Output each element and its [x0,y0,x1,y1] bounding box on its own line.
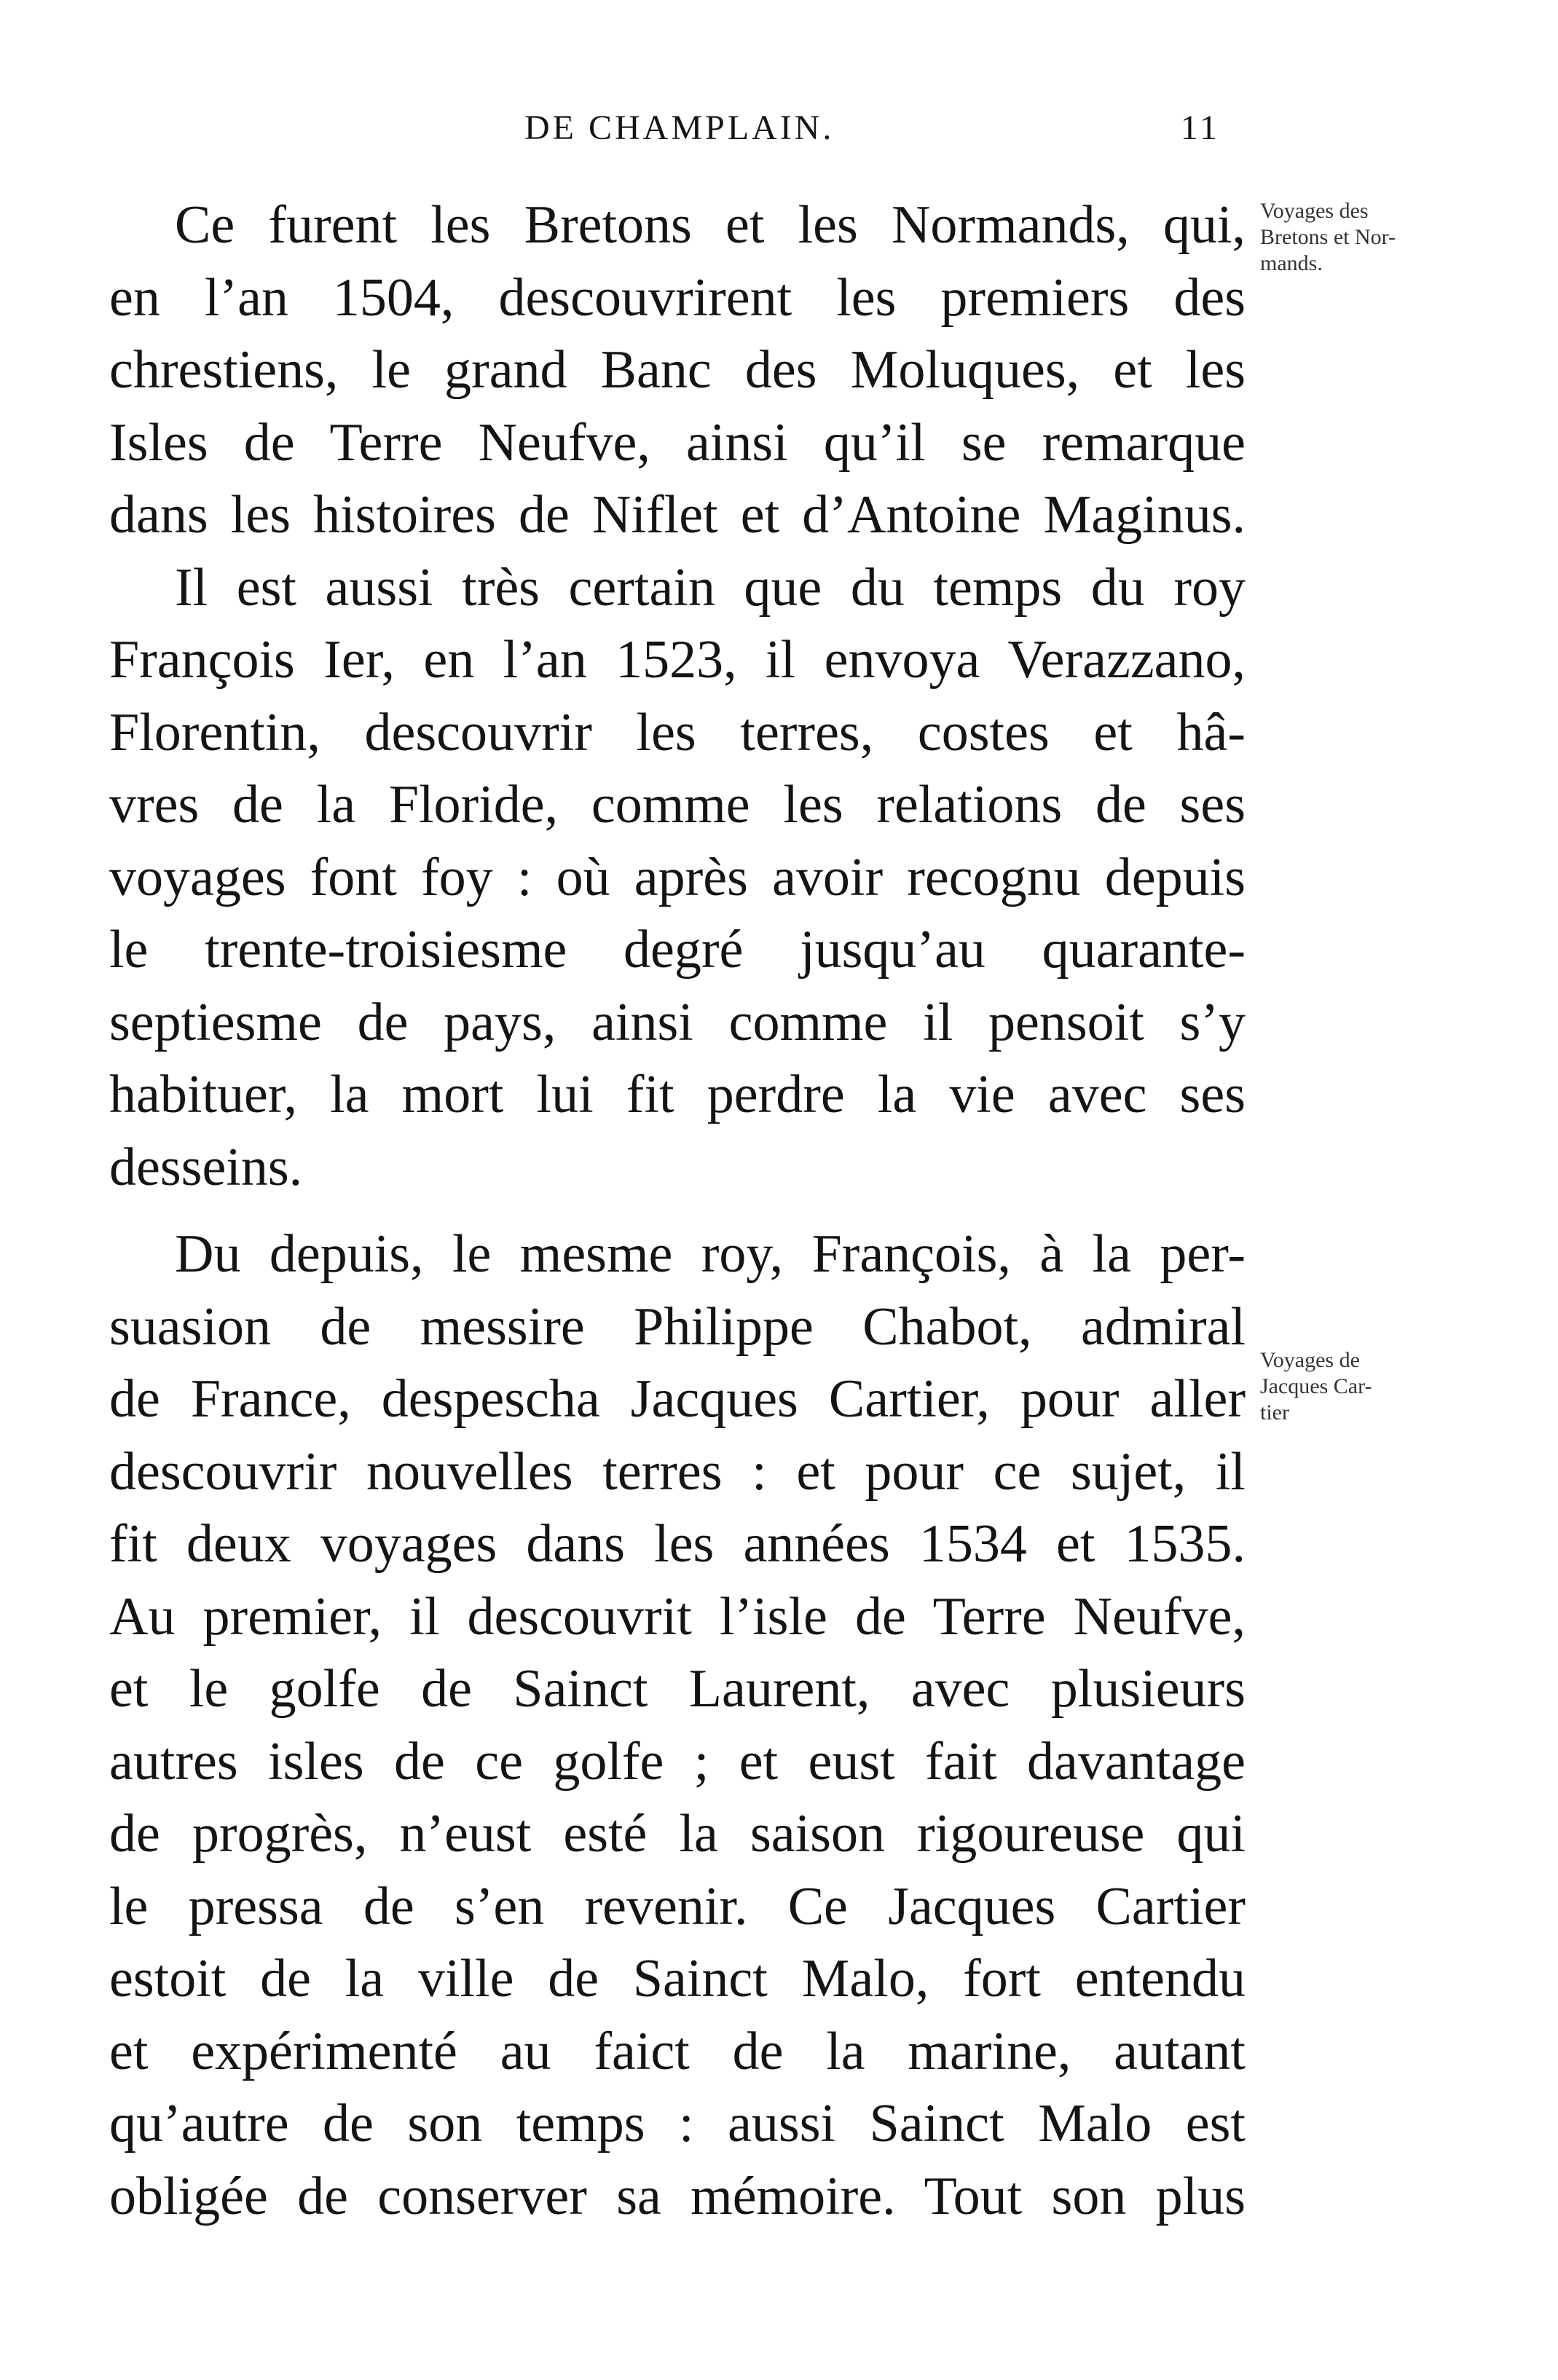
text-line: chrestiens, le grand Banc des Moluques, et les [109,340,1246,400]
text-line: desseins. [109,1137,303,1197]
text-line: dans les histoires de Niflet et d’Antoine Maginus. [109,485,1246,545]
text-line: le trente-troisiesme degré jusqu’au quarante- [109,920,1246,980]
text-line: Ce furent les Bretons et les Normands, qui, [175,195,1246,255]
margin-note-line: Bretons et Nor- [1260,225,1396,249]
text-line: suasion de messire Philippe Chabot, admiral [109,1296,1246,1357]
text-line: en l’an 1504, descouvrirent les premiers des [109,267,1246,328]
text-line: de France, despescha Jacques Cartier, pour aller [109,1369,1246,1429]
body-text [109,189,1246,2233]
page-number: 11 [1180,109,1220,147]
margin-note-line: mands. [1260,251,1323,275]
text-line: voyages font foy : où après avoir recognu depuis [109,847,1246,907]
text-line: obligée de conserver sa mémoire. Tout son plus [109,2166,1246,2226]
margin-note-line: Jacques Car- [1260,1374,1372,1398]
running-title: DE CHAMPLAIN. [524,109,835,147]
text-line: habituer, la mort lui fit perdre la vie avec ses [109,1065,1246,1124]
text-line: estoit de la ville de Sainct Malo, fort entendu [109,1949,1246,2009]
text-line: et le golfe de Sainct Laurent, avec plusieurs [109,1659,1246,1719]
text-line: le pressa de s’en revenir. Ce Jacques Cartier [109,1876,1246,1936]
text-line: et expérimenté au faict de la marine, autant [109,2021,1246,2081]
margin-note-line: Voyages de [1260,1348,1360,1372]
text-line: vres de la Floride, comme les relations de ses [109,775,1246,835]
text-line: Isles de Terre Neufve, ainsi qu’il se remarque [109,412,1246,473]
text-line: descouvrir nouvelles terres : et pour ce sujet, il [109,1441,1246,1502]
text-line: fit deux voyages dans les années 1534 et 1535. [109,1514,1246,1574]
text-line: Au premier, il descouvrit l’isle de Terre Neufve, [109,1586,1246,1647]
margin-note-bretons [1260,198,1428,277]
text-line: qu’autre de son temps : aussi Sainct Malo est [109,2094,1246,2154]
text-line: de progrès, n’eust esté la saison rigoureuse qui [109,1804,1246,1864]
text-line: François Ier, en l’an 1523, il envoya Verazzano, [109,630,1246,690]
text-line: Florentin, descouvrir les terres, costes et hâ- [109,702,1246,763]
text-line: Du depuis, le mesme roy, François, à la per- [175,1224,1246,1284]
text-line: autres isles de ce golfe ; et eust fait davantage [109,1731,1246,1792]
running-head [95,108,1220,159]
paragraph-gap [109,1204,1246,1218]
margin-note-line: tier [1260,1400,1289,1425]
text-line: Il est aussi très certain que du temps du roy [175,557,1246,618]
margin-note-cartier [1260,1347,1428,1426]
margin-note-line: Voyages des [1260,199,1369,223]
text-line: septiesme de pays, ainsi comme il pensoit s’y [109,992,1246,1052]
